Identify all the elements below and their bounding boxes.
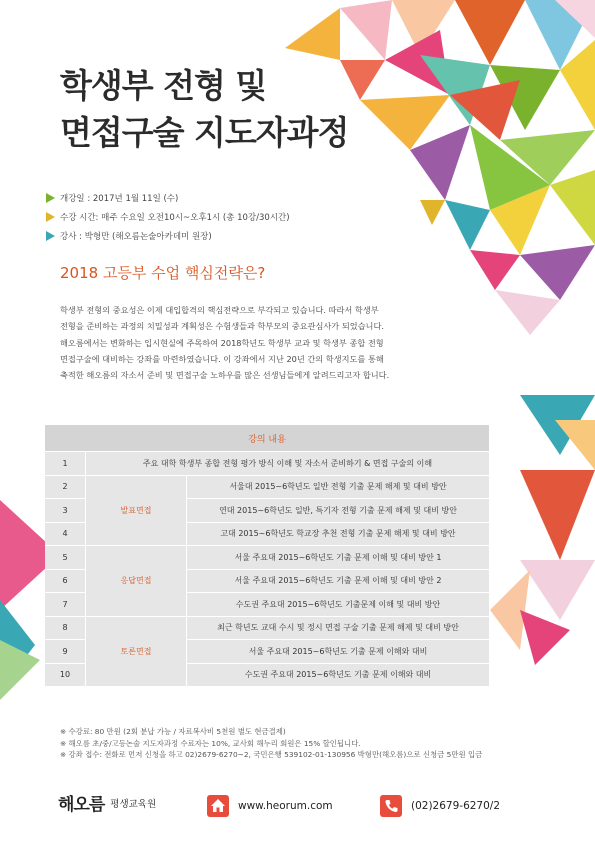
arrow-bullet-icon: [46, 193, 55, 203]
curriculum-table: [45, 425, 489, 687]
table-row: [45, 475, 489, 499]
title-line-1: 학생부 전형 및: [60, 66, 267, 105]
info-text: 수강 시간: 매주 수요일 오전10시~오후1시 (총 10강/30시간): [60, 212, 290, 223]
course-info: [46, 188, 290, 245]
row-description: 수도권 주요대 2015~6학년도 기출문제 이해 및 대비 방안: [187, 593, 490, 617]
row-number: 4: [45, 522, 86, 546]
brand-logo[interactable]: [58, 790, 156, 815]
category-cell: 발표면접: [86, 475, 187, 546]
row-description: 수도권 주요대 2015~6학년도 기출 문제 이해와 대비: [187, 663, 490, 687]
row-number: 9: [45, 640, 86, 664]
row-description: 서울 주요대 2015~6학년도 기출 문제 이해 및 대비 방안 2: [187, 569, 490, 593]
note-line: ※ 수강료: 80 만원 (2회 분납 가능 / 자료복사비 5천원 별도 현금결제): [60, 727, 286, 736]
paragraph-line: 해오름에서는 변화하는 입시현실에 주목하여 2018학년도 학생부 교과 및 학생부 종합 전형: [60, 337, 384, 348]
paragraph-line: 학생부 전형의 중요성은 이제 대입합격의 핵심전략으로 부각되고 있습니다. 따라서 학생부: [60, 305, 379, 315]
row-description: 연대 2015~6학년도 일반, 특기자 전형 기출 문제 해제 및 대비 방안: [187, 499, 490, 523]
row-description: 서울 주요대 2015~6학년도 기출 문제 이해 및 대비 방안 1: [187, 546, 490, 570]
table-row: [45, 546, 489, 570]
arrow-bullet-icon: [46, 231, 55, 241]
row-description: 서울대 2015~6학년도 일반 전형 기출 문제 해제 및 대비 방안: [187, 475, 490, 499]
website-link[interactable]: [207, 795, 333, 817]
category-cell: 토론면접: [86, 616, 187, 687]
info-text: 개강일 : 2017년 1월 11일 (수): [60, 193, 179, 204]
note-line: ※ 강좌 접수: 전화로 먼저 신청을 하고 02)2679-6270~2, 국민은행 539102-01-130956 박형만(해오름)으로 신청금 5만원 입금: [60, 750, 483, 759]
row-number: 8: [45, 616, 86, 640]
phone-text: (02)2679-6270/2: [411, 800, 501, 812]
table-row: [45, 452, 489, 476]
paragraph-line: 전형을 준비하는 과정의 치밀성과 계획성은 수험생들과 학부모의 중요관심사가 되었습니다.: [60, 321, 384, 332]
row-number: 6: [45, 569, 86, 593]
row-number: 2: [45, 475, 86, 499]
table-row: [45, 616, 489, 640]
row-number: 3: [45, 499, 86, 523]
row-description: 서울 주요대 2015~6학년도 기출 문제 이해와 대비: [187, 640, 490, 664]
row-description: 주요 대학 학생부 종합 전형 평가 방식 이해 및 자소서 준비하기 & 면접 구술의 이해: [86, 452, 490, 476]
phone-icon: [380, 795, 402, 817]
row-number: 1: [45, 452, 86, 476]
notes: [60, 726, 482, 761]
row-description: 최근 학년도 교대 수시 및 정시 면접 구술 기출 문제 해제 및 대비 방안: [187, 616, 490, 640]
info-schedule: [46, 207, 290, 226]
paragraph-line: 축적한 해오름의 자소서 준비 및 면접구술 노하우를 많은 선생님들에게 알려드리고자 합니다.: [60, 370, 390, 381]
section-heading: 2018 고등부 수업 핵심전략은?: [60, 264, 266, 282]
row-description: 고대 2015~6학년도 학교장 추천 전형 기출 문제 해제 및 대비 방안: [187, 522, 490, 546]
row-number: 10: [45, 663, 86, 687]
info-start-date: [46, 188, 290, 207]
note-line: ※ 해오름 초/중/고등논술 지도자과정 수료자는 10%, 교사회 해누리 회원은 15% 할인됩니다.: [60, 738, 361, 748]
row-number: 7: [45, 593, 86, 617]
page-title: [60, 62, 348, 156]
phone-contact[interactable]: [380, 795, 500, 817]
title-line-2: 면접구술 지도자과정: [60, 113, 349, 152]
home-icon: [207, 795, 229, 817]
logo-mark: 해오름: [58, 795, 105, 815]
intro-paragraph: [60, 302, 430, 383]
logo-subtitle: 평생교육원: [110, 798, 157, 810]
row-number: 5: [45, 546, 86, 570]
category-cell: 응답면접: [86, 546, 187, 617]
info-text: 강사 : 박형만 (해오름논술아카데미 원장): [60, 231, 212, 242]
website-text: www.heorum.com: [238, 800, 333, 812]
info-instructor: [46, 226, 290, 245]
arrow-bullet-icon: [46, 212, 55, 222]
table-header: 강의 내용: [45, 425, 489, 452]
table-header-row: [45, 425, 489, 452]
paragraph-line: 면접구술에 대비하는 강좌를 마련하였습니다. 이 강좌에서 지난 20년 간의 학생지도를 통해: [60, 353, 384, 364]
